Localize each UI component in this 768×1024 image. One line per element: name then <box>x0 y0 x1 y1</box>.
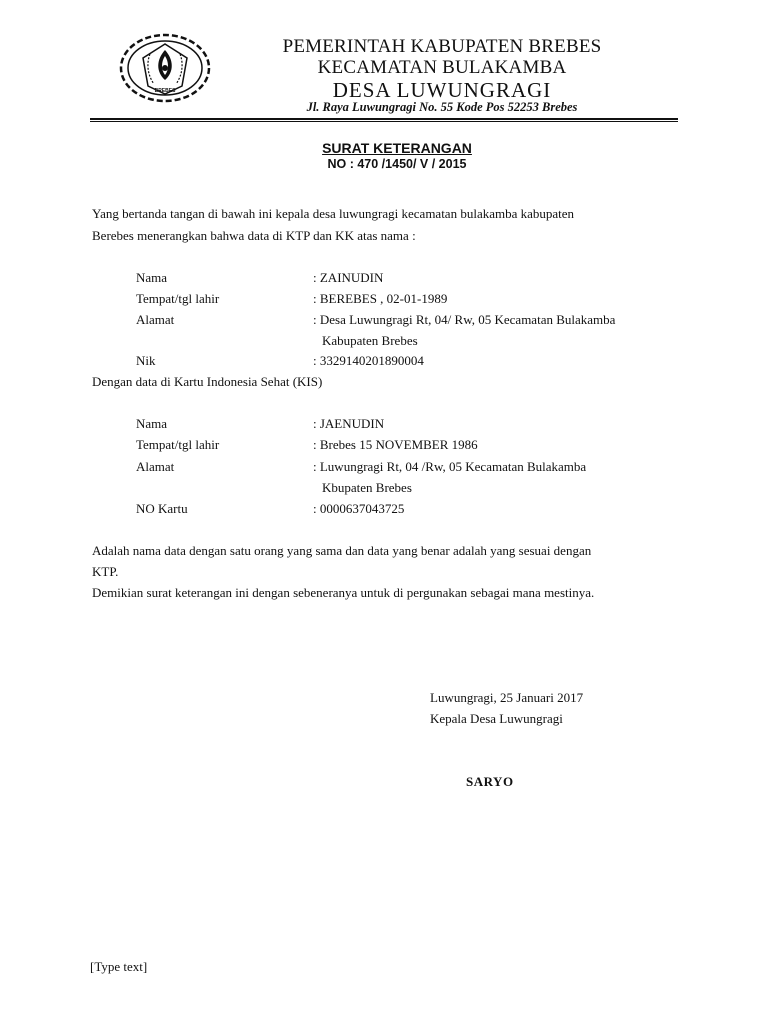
document-title <box>232 140 562 156</box>
closing-line-3: Demikian surat keterangan ini dengan sebeneranya untuk di pergunakan sebagai mana mestinya. <box>92 585 595 600</box>
ktp-nik-value: : 3329140201890004 <box>313 353 424 368</box>
letterhead-address: Jl. Raya Luwungragi No. 55 Kode Pos 52253 Brebes <box>306 100 578 114</box>
signature-position: Kepala Desa Luwungragi <box>430 711 563 726</box>
document-number: NO : 470 /1450/ V / 2015 <box>327 157 467 171</box>
emblem-text: BREBES <box>154 88 176 94</box>
kis-alamat-value-cont: Kbupaten Brebes <box>322 480 412 495</box>
signature-name: SARYO <box>466 774 514 789</box>
ktp-ttl-label: Tempat/tgl lahir <box>136 291 220 306</box>
document-title-text: SURAT KETERANGAN <box>322 140 472 156</box>
letterhead-rule-thin <box>90 121 678 122</box>
ktp-nama-value: : ZAINUDIN <box>313 270 384 285</box>
footer-placeholder: [Type text] <box>90 959 148 974</box>
kis-nama-value: : JAENUDIN <box>313 416 385 431</box>
letterhead-rule-thick <box>90 118 678 120</box>
ktp-alamat-value-cont: Kabupaten Brebes <box>322 333 418 348</box>
ktp-alamat-label: Alamat <box>136 312 175 327</box>
kis-alamat-label: Alamat <box>136 459 175 474</box>
kis-kartu-label: NO Kartu <box>136 501 188 516</box>
kis-alamat-value: : Luwungragi Rt, 04 /Rw, 05 Kecamatan Bulakamba <box>313 459 587 474</box>
letterhead-line-2: KECAMATAN BULAKAMBA <box>317 57 567 78</box>
intro-line-1: Yang bertanda tangan di bawah ini kepala desa luwungragi kecamatan bulakamba kabupaten <box>92 206 575 221</box>
ktp-ttl-value: : BEREBES , 02-01-1989 <box>313 291 448 306</box>
kis-nama-label: Nama <box>136 416 168 431</box>
kis-kartu-value: : 0000637043725 <box>313 501 405 516</box>
letterhead-line-1: PEMERINTAH KABUPATEN BREBES <box>282 36 602 57</box>
kis-ttl-label: Tempat/tgl lahir <box>136 437 220 452</box>
closing-line-1: Adalah nama data dengan satu orang yang sama dan data yang benar adalah yang sesuai dengan <box>92 543 592 558</box>
intro-line-2: Berebes menerangkan bahwa data di KTP dan KK atas nama : <box>92 228 416 243</box>
signature-place-date: Luwungragi, 25 Januari 2017 <box>430 690 584 705</box>
ktp-nama-label: Nama <box>136 270 168 285</box>
kis-ttl-value: : Brebes 15 NOVEMBER 1986 <box>313 437 478 452</box>
ktp-nik-label: Nik <box>136 353 156 368</box>
closing-line-2: KTP. <box>92 564 119 579</box>
ktp-alamat-value: : Desa Luwungragi Rt, 04/ Rw, 05 Kecamatan Bulakamba <box>313 312 616 327</box>
kis-intro: Dengan data di Kartu Indonesia Sehat (KIS) <box>92 374 323 389</box>
letterhead-village: DESA LUWUNGRAGI <box>332 78 552 102</box>
regency-emblem-icon <box>118 32 212 104</box>
